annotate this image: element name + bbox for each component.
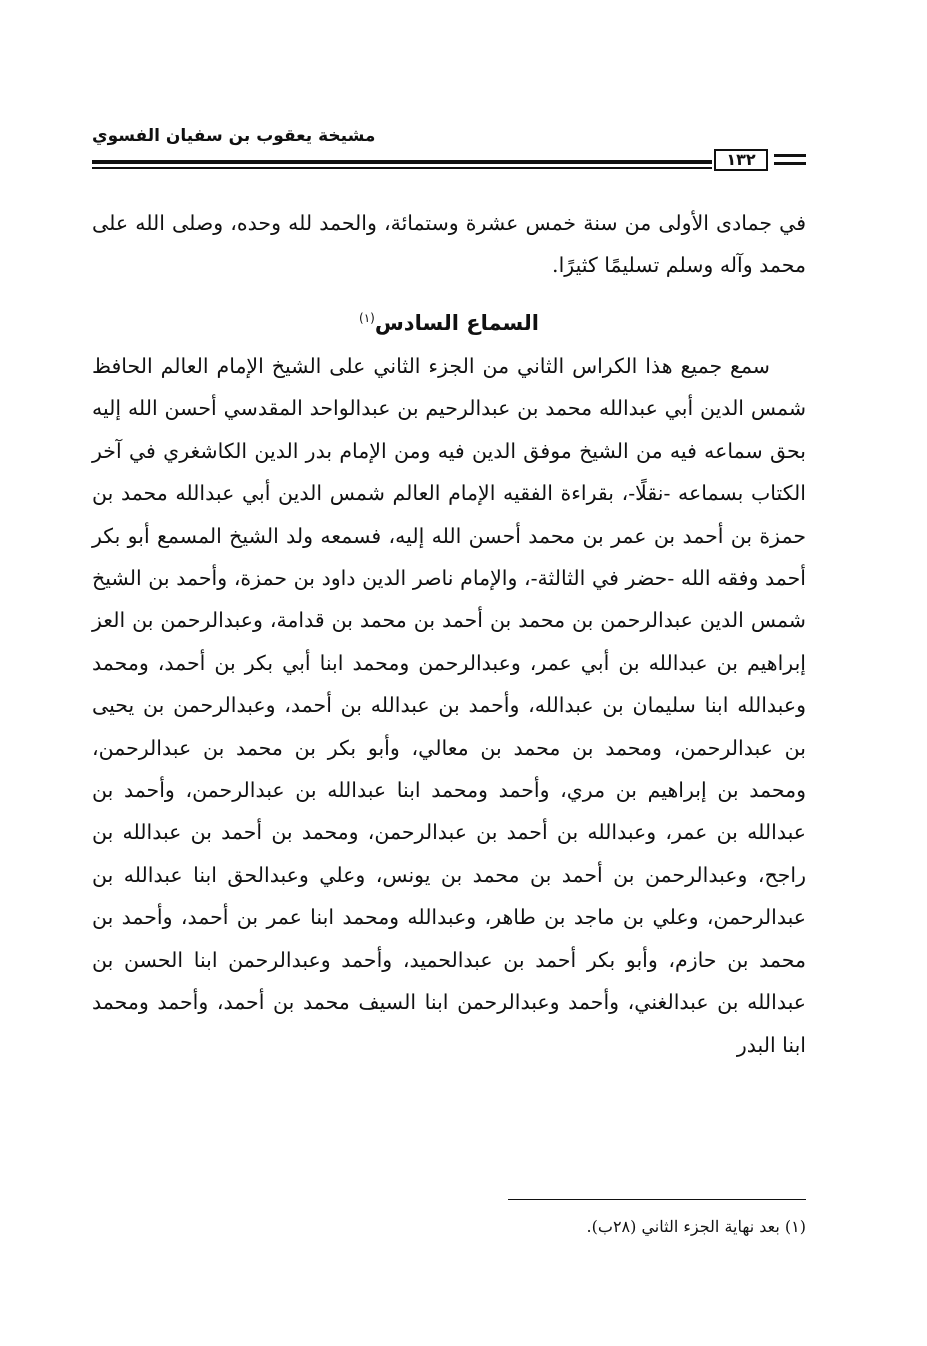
- footnote-marker: (١): [359, 311, 375, 325]
- header-rule-right-lower: [774, 162, 806, 165]
- page-number: ١٣٢: [714, 149, 768, 171]
- footnote: (١) بعد نهاية الجزء الثاني (٢٨ب).: [586, 1217, 806, 1236]
- sama-paragraph: [92, 345, 806, 1066]
- section-heading: [92, 296, 806, 345]
- running-header-title: مشيخة يعقوب بن سفيان الفسوي: [92, 126, 376, 146]
- intro-text: في جمادى الأولى من سنة خمس عشرة وستمائة، والحمد لله وحده، وصلى الله على محمد وآله وسلم تسليمًا كثيرًا.: [92, 211, 806, 278]
- header-rule-thin: [92, 167, 712, 169]
- footnote-divider: [508, 1199, 806, 1200]
- header-rule-right: [774, 154, 806, 157]
- intro-paragraph: [92, 202, 806, 287]
- sama-text: سمع جميع هذا الكراس الثاني من الجزء الثاني على الشيخ الإمام العالم الحافظ شمس الدين أبي عبدالله محمد بن عبدالرحيم بن عبدالواحد المقدسي أحسن الله إليه بحق سماعه فيه من الشيخ موفق الدين فيه ومن الإمام بدر الدين الكاشغري في آخر الكتاب بسماعه -نقلًا-، بقراءة الفقيه الإمام العالم شمس الدين أبي عبدالله محمد بن حمزة بن أحمد بن عمر بن محمد أحسن الله إليه، فسمعه ولد الشيخ المسمع أبو بكر أحمد وفقه الله -حضر في الثالثة-، والإمام ناصر الدين داود بن حمزة، وأحمد بن الشيخ شمس الدين عبدالرحمن بن محمد بن أحمد بن محمد بن قدامة، وعبدالرحمن بن العز إبراهيم بن عبدالله بن أبي عمر، وعبدالرحمن ومحمد ابنا أبي بكر بن أحمد، ومحمد وعبدالله ابنا سليمان بن عبدالله، وأحمد بن عبدالله بن أحمد، وعبدالرحمن بن يحيى بن عبدالرحمن، ومحمد بن محمد بن معالي، وأبو بكر بن محمد بن عبدالرحمن، ومحمد بن إبراهيم بن مري، وأحمد ومحمد ابنا عبدالله بن عبدالرحمن، وأحمد بن عبدالله بن عمر، وعبدالله بن أحمد بن عبدالرحمن، ومحمد بن أحمد بن عبدالله بن راجح، وعبدالرحمن بن أحمد بن محمد بن يونس، وعلي وعبدالحق ابنا عبدالله بن عبدالرحمن، وعلي بن ماجد بن طاهر، وعبدالله ومحمد ابنا عمر بن أحمد، وأحمد بن محمد بن حازم، وأبو بكر أحمد بن عبدالحميد، وأحمد وعبدالرحمن ابنا الحسن بن عبدالله بن عبدالغني، وأحمد وعبدالرحمن ابنا السيف محمد بن أحمد، وأحمد ومحمد ابنا البدر: [92, 354, 806, 1057]
- header-rule: [92, 160, 712, 164]
- section-heading-text: السماع السادس: [374, 311, 539, 335]
